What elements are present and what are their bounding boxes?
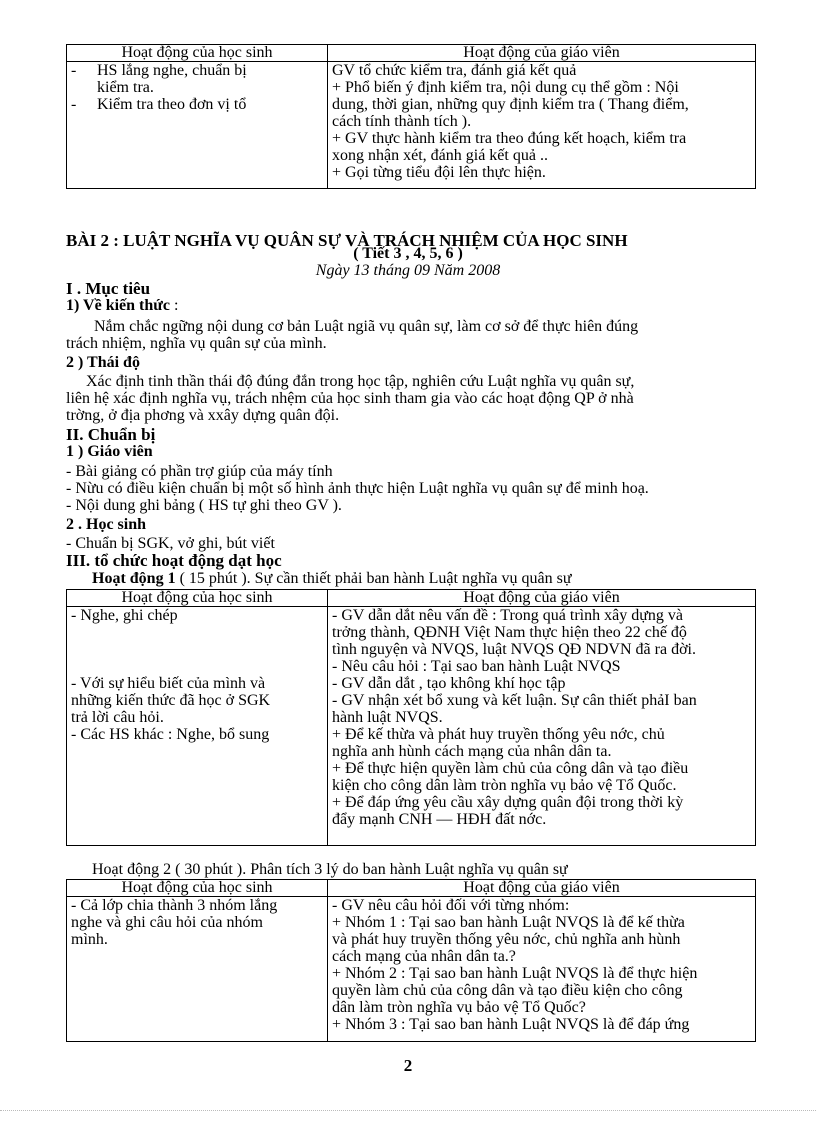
lesson-periods: ( Tiết 3 , 4, 5, 6 ) — [353, 245, 463, 262]
activity-table-1 — [66, 44, 756, 189]
table1-header-student: Hoạt động của học sinh — [67, 45, 328, 62]
table2-header-teacher: Hoạt động của giáo viên — [328, 590, 756, 607]
table2-header-student: Hoạt động của học sinh — [67, 590, 328, 607]
activity-2-heading: Hoạt động 2 ( 30 phút ). Phân tích 3 lý do ban hành Luật nghĩa vụ quân sự — [92, 861, 568, 878]
table3-teacher-cell: - GV nêu câu hỏi đối với từng nhóm: + Nhóm 1 : Tại sao ban hành Luật NVQS là để kế thừa và phát huy truyền thống yêu nớc, chủ nghĩa anh hùnh cách mạng của nhân dân ta.? + Nhóm 2 : Tại sao ban hành Luật NVQS là để thực hiện quyền làm chủ của công dân và tạo điều kiện cho công dân làm tròn nghĩa vụ bảo vệ Tổ Quốc? + Nhóm 3 : Tại sao ban hành Luật NVQS là để đáp ứng — [328, 897, 756, 1042]
subsection-heading-teacher: 1 ) Giáo viên — [66, 443, 153, 460]
lesson-title: BÀI 2 : LUẬT NGHĨA VỤ QUÂN SỰ VÀ TRÁCH NHIỆM CỦA HỌC SINH — [66, 231, 628, 250]
teacher-prep-list — [66, 463, 766, 514]
table3-header-student: Hoạt động của học sinh — [67, 880, 328, 897]
list-item: - Bài giảng có phần trợ giúp của máy tính — [66, 463, 333, 480]
section-heading-activities: III. tổ chức hoạt động dạt học — [66, 551, 282, 570]
activity-1-heading: Hoạt động 1 ( 15 phút ). Sự cần thiết phải ban hành Luật nghĩa vụ quân sự — [92, 570, 572, 587]
activity-table-2 — [66, 589, 756, 846]
list-item: - HS lắng nghe, chuẩn bị kiểm tra. — [71, 62, 247, 96]
table1-header-teacher: Hoạt động của giáo viên — [328, 45, 756, 62]
table2-teacher-cell: - GV dẫn dắt nêu vấn đề : Trong quá trình xây dựng và trởng thành, QĐNH Việt Nam thực hiện theo 22 chế độ tình nguyện và NVQS, luật NVQS QĐ NDVN đã ra đời. - Nêu câu hỏi : Tại sao ban hành Luật NVQS - GV dẫn dắt , tạo không khí học tập - GV nhận xét bổ xung và kết luận. Sự cân thiết phảI ban hành luật NVQS. + Để kế thừa và phát huy truyền thống yêu nớc, chủ nghĩa anh hùnh cách mạng của nhân dân ta. + Để thực hiện quyền làm chủ của công dân và tạo điều kiện cho công dân làm tròn nghĩa vụ bảo vệ Tổ Quốc. + Để đáp ứng yêu cầu xây dựng quân đội trong thời kỳ đẩy mạnh CNH — HĐH đất nớc. — [328, 607, 756, 846]
section-heading-objectives: I . Mục tiêu — [66, 279, 151, 298]
table2-student-cell: - Nghe, ghi chép - Với sự hiểu biết của mình và những kiến thức đã học ở SGK trả lời câu hỏi. - Các HS khác : Nghe, bổ sung — [67, 607, 328, 846]
subsection-heading-student: 2 . Học sinh — [66, 516, 147, 533]
section-heading-preparation: II. Chuẩn bị — [66, 425, 156, 444]
list-item: - Kiểm tra theo đơn vị tổ — [71, 96, 247, 113]
list-item: - Nội dung ghi bảng ( HS tự ghi theo GV ). — [66, 497, 342, 514]
list-item: - Chuẩn bị SGK, vở ghi, bút viết — [66, 535, 275, 552]
table1-teacher-cell: GV tổ chức kiểm tra, đánh giá kết quả + Phổ biến ý định kiểm tra, nội dung cụ thể gồm : Nội dung, thời gian, những quy định kiểm tra ( Thang điểm, cách tính thành tích ). + GV thực hành kiểm tra theo đúng kết hoạch, kiểm tra xong nhận xét, đánh giá kết quả .. + Gọi từng tiểu đội lên thực hiện. — [328, 62, 756, 189]
subsection-heading-attitude: 2 ) Thái độ — [66, 354, 140, 371]
knowledge-paragraph: Nắm chắc ngững nội dung cơ bản Luật ngiã vụ quân sự, làm cơ sở để thực hiên đúng trách nhiệm, nghĩa vụ quân sự của mình. — [66, 318, 639, 352]
subsection-heading-knowledge: 1) Về kiến thức : — [66, 297, 179, 314]
list-item: - Nừu có điều kiện chuẩn bị một số hình ảnh thực hiện Luật nghĩa vụ quân sự để minh hoạ. — [66, 480, 649, 497]
student-prep-list — [66, 535, 766, 552]
lesson-date: Ngày 13 tháng 09 Năm 2008 — [315, 262, 501, 279]
attitude-paragraph: Xác định tinh thần thái độ đúng đắn trong học tập, nghiên cứu Luật nghĩa vụ quân sự, liên hệ xác định nghĩa vụ, trách nhệm của học sinh tham gia vào các hoạt động QP ở nhà trờng, ở địa phơng và xxây dựng quân đội. — [66, 373, 635, 424]
table3-header-teacher: Hoạt động của giáo viên — [328, 880, 756, 897]
table3-student-cell: - Cả lớp chia thành 3 nhóm lắng nghe và ghi câu hỏi của nhóm mình. — [67, 897, 328, 1042]
activity-table-3 — [66, 879, 756, 1042]
page-number: 2 — [403, 1056, 413, 1075]
table1-student-cell — [67, 62, 328, 189]
page-divider — [0, 1110, 816, 1111]
